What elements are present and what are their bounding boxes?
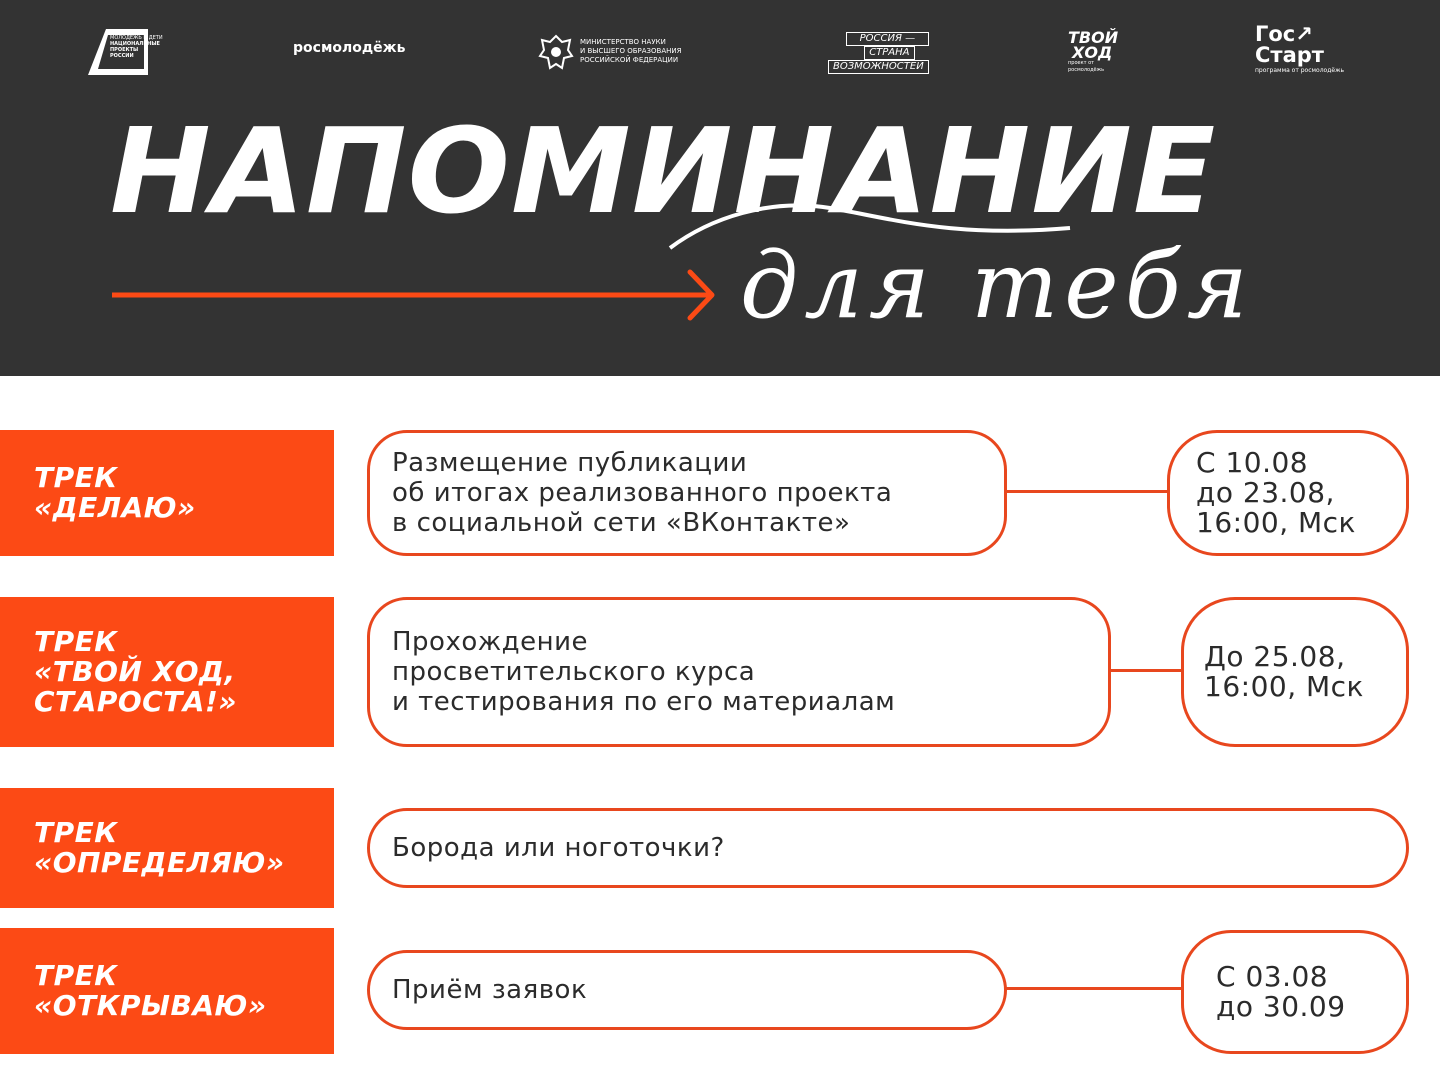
logo-line: ТВОЙ [1068,28,1119,47]
logo-line: СТРАНА [864,46,914,60]
logo-line: РОССИЯ — [846,32,929,46]
logo-line: росмолодёжь [293,40,406,56]
track-label-block [0,430,334,556]
track-label-block [0,928,334,1054]
task-pill [367,597,1111,747]
date-text: С 10.08 до 23.08, 16:00, Мск [1196,446,1356,539]
connector-line [1004,490,1170,493]
track-label: ТРЕК «ОТКРЫВАЮ» [34,959,267,1022]
date-text: До 25.08, 16:00, Мск [1204,640,1364,703]
tvoy-hod-logo [1068,30,1118,74]
logo-line: ВОЗМОЖНОСТЕЙ [828,60,929,74]
rosmolodezh-logo [293,40,405,56]
date-pill [1181,597,1409,747]
task-text: Размещение публикации об итогах реализованного проекта в социальной сети «ВКонтакте» [392,448,893,538]
page-title: НАПОМИНАНИЕ [110,102,1217,240]
gosstart-logo [1255,24,1344,75]
coat-of-arms-icon [538,32,574,72]
logo-line: программа от росмолодёжь [1255,67,1345,74]
track-label-block [0,788,334,908]
logo-line: НАЦИОНАЛЬНЫЕ [110,41,160,47]
task-pill [367,430,1007,556]
task-pill [367,808,1409,888]
track-label: ТРЕК «ДЕЛАЮ» [34,461,196,524]
logo-line: И ВЫСШЕГО ОБРАЗОВАНИЯ [580,47,682,55]
header-banner [0,0,1440,376]
task-text: Приём заявок [392,975,588,1005]
national-projects-logo [88,27,163,77]
arrow-right-icon [112,268,722,324]
logo-line: Гос↗ [1255,22,1313,46]
logo-line: МОЛОДЁЖЬ И ДЕТИ [110,35,163,41]
logo-line: РОССИИ [110,53,134,59]
track-label-block [0,597,334,747]
task-pill [367,950,1007,1030]
logo-line: ПРОЕКТЫ [110,47,139,53]
task-text: Борода или ноготочки? [392,833,725,863]
track-label: ТРЕК «ОПРЕДЕЛЯЮ» [34,816,285,879]
date-pill [1167,430,1409,556]
connector-line [1108,669,1184,672]
logo-line: проект от росмолодёжь [1068,60,1105,73]
date-pill [1181,930,1409,1054]
connector-line [1004,987,1184,990]
task-text: Прохождение просветительского курса и тестирования по его материалам [392,627,896,717]
russia-opportunities-logo [828,32,929,74]
logo-line: Старт [1255,43,1324,67]
track-label: ТРЕК «ТВОЙ ХОД, СТАРОСТА!» [34,625,237,718]
page-subtitle: для тебя [740,232,1254,339]
logo-line: ХОД [1072,43,1113,62]
logo-line: РОССИЙСКОЙ ФЕДЕРАЦИИ [580,56,679,64]
logo-line: МИНИСТЕРСТВО НАУКИ [580,38,666,46]
date-text: С 03.08 до 30.09 [1216,960,1346,1023]
